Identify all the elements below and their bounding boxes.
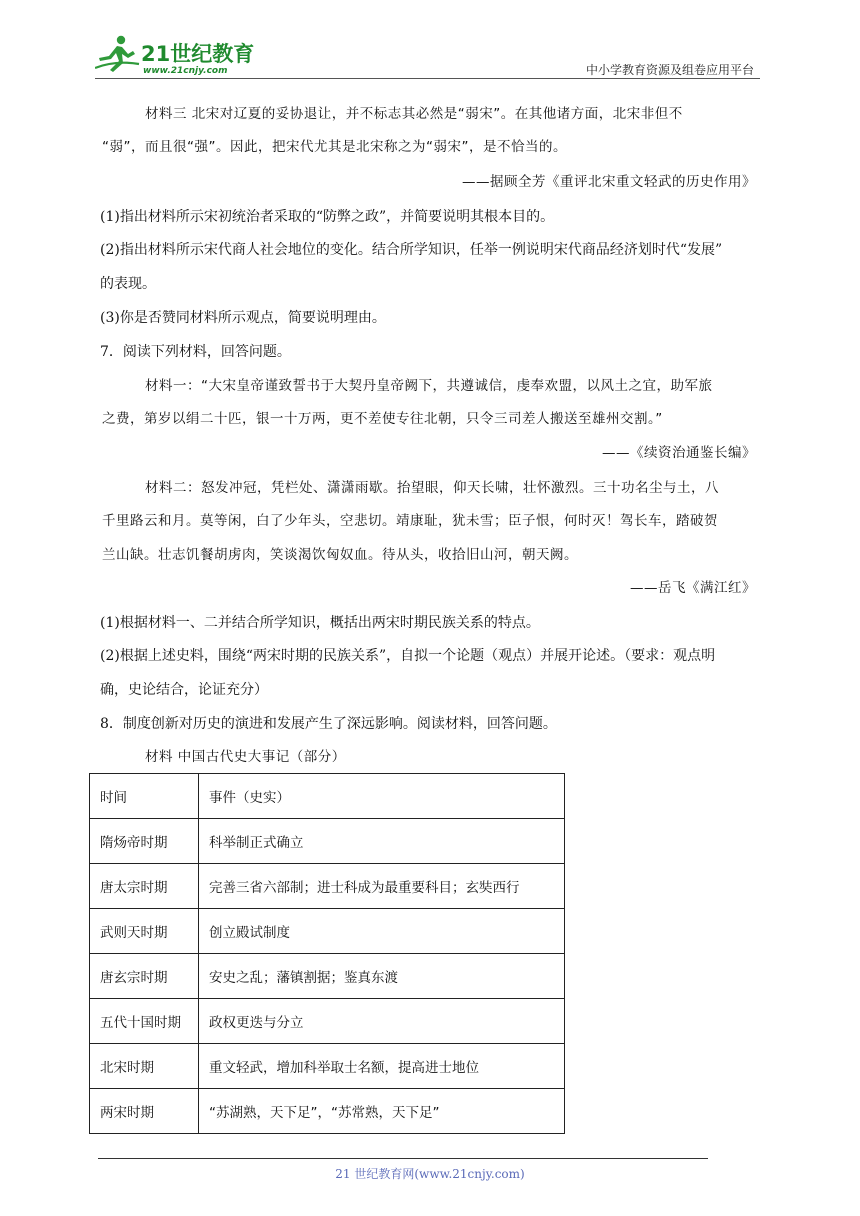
- table-row: [90, 1089, 565, 1134]
- q8-stem: 8．制度创新对历史的演进和发展产生了深远影响。阅读材料，回答问题。: [100, 716, 557, 732]
- q7-material2-source: ——岳飞《满江红》: [630, 580, 756, 596]
- table-cell-time: 唐玄宗时期: [90, 954, 199, 999]
- q6-subquestion-3: (3)你是否赞同材料所示观点，简要说明理由。: [100, 310, 386, 326]
- q7-material1-line2: 之费，第岁以绢二十匹，银一十万两，更不差使专往北朝，只令三司差人搬送至雄州交割。”: [102, 411, 663, 427]
- table-row: [90, 1044, 565, 1089]
- q6-material3-source: ——据顾全芳《重评北宋重文轻武的历史作用》: [462, 174, 756, 190]
- table-cell-event: “苏湖熟，天下足”，“苏常熟，天下足”: [199, 1089, 565, 1134]
- page-header: [95, 30, 760, 80]
- table-cell-time: 北宋时期: [90, 1044, 199, 1089]
- q8-table-caption: 材料 中国古代史大事记（部分）: [145, 749, 346, 765]
- q7-material2-line2: 千里路云和月。莫等闲，白了少年头，空悲切。靖康耻，犹未雪；臣子恨，何时灭！驾长车，踏破贺: [102, 513, 718, 529]
- table-header-event: 事件（史实）: [199, 774, 565, 819]
- q7-stem: 7．阅读下列材料，回答问题。: [100, 344, 291, 360]
- q7-material2-line1: 材料二：怒发冲冠，凭栏处、潇潇雨歇。抬望眼，仰天长啸，壮怀激烈。三十功名尘与土，八: [145, 480, 719, 496]
- table-cell-event: 重文轻武，增加科举取士名额，提高进士地位: [199, 1044, 565, 1089]
- events-table: [89, 773, 565, 1134]
- q7-subquestion-1: (1)根据材料一、二并结合所学知识，概括出两宋时期民族关系的特点。: [100, 615, 540, 631]
- q7-material1-source: ——《续资治通鉴长编》: [602, 445, 756, 461]
- table-cell-time: 唐太宗时期: [90, 864, 199, 909]
- footer-site-link[interactable]: 21 世纪教育网(www.21cnjy.com): [335, 1167, 525, 1181]
- q6-subquestion-2-line2: 的表现。: [100, 276, 156, 292]
- table-cell-time: 武则天时期: [90, 909, 199, 954]
- q7-material2-line3: 兰山缺。壮志饥餐胡虏肉，笑谈渴饮匈奴血。待从头，收拾旧山河，朝天阙。: [102, 547, 578, 563]
- table-cell-time: 五代十国时期: [90, 999, 199, 1044]
- table-cell-event: 完善三省六部制；进士科成为最重要科目；玄奘西行: [199, 864, 565, 909]
- q7-subquestion-2-line1: (2)根据上述史料，围绕“两宋时期的民族关系”，自拟一个论题（观点）并展开论述。（要求：观点明: [100, 648, 716, 664]
- q6-subquestion-2-line1: (2)指出材料所示宋代商人社会地位的变化。结合所学知识，任举一例说明宋代商品经济划时代“发展”: [100, 242, 723, 258]
- table-cell-event: 科举制正式确立: [199, 819, 565, 864]
- table-cell-time: 隋炀帝时期: [90, 819, 199, 864]
- header-platform-text: 中小学教育资源及组卷应用平台: [585, 63, 754, 77]
- table-row: [90, 864, 565, 909]
- q7-material1-line1: 材料一：“大宋皇帝谨致誓书于大契丹皇帝阙下，共遵诚信，虔奉欢盟，以风土之宜，助军旅: [145, 378, 713, 394]
- table-row: [90, 954, 565, 999]
- footer-divider: [98, 1158, 708, 1159]
- table-row: [90, 909, 565, 954]
- table-header-row: [90, 774, 565, 819]
- table-row: [90, 819, 565, 864]
- q7-subquestion-2-line2: 确，史论结合，论证充分）: [100, 682, 268, 698]
- q6-material3-line1: 材料三 北宋对辽夏的妥协退让，并不标志其必然是“弱宋”。在其他诸方面，北宋非但不: [145, 106, 683, 122]
- table-row: [90, 999, 565, 1044]
- svg-text:21世纪教育: 21世纪教育: [141, 42, 255, 66]
- table-cell-event: 安史之乱；藩镇割据；鉴真东渡: [199, 954, 565, 999]
- header-divider: [95, 78, 760, 79]
- table-cell-event: 创立殿试制度: [199, 909, 565, 954]
- table-cell-time: 两宋时期: [90, 1089, 199, 1134]
- table-cell-event: 政权更迭与分立: [199, 999, 565, 1044]
- table-header-time: 时间: [90, 774, 199, 819]
- q6-subquestion-1: (1)指出材料所示宋初统治者采取的“防弊之政”，并简要说明其根本目的。: [100, 209, 555, 225]
- site-logo: [95, 34, 265, 76]
- q6-material3-line2: “弱”，而且很“强”。因此，把宋代尤其是北宋称之为“弱宋”，是不恰当的。: [102, 139, 567, 155]
- svg-text:www.21cnjy.com: www.21cnjy.com: [143, 66, 228, 76]
